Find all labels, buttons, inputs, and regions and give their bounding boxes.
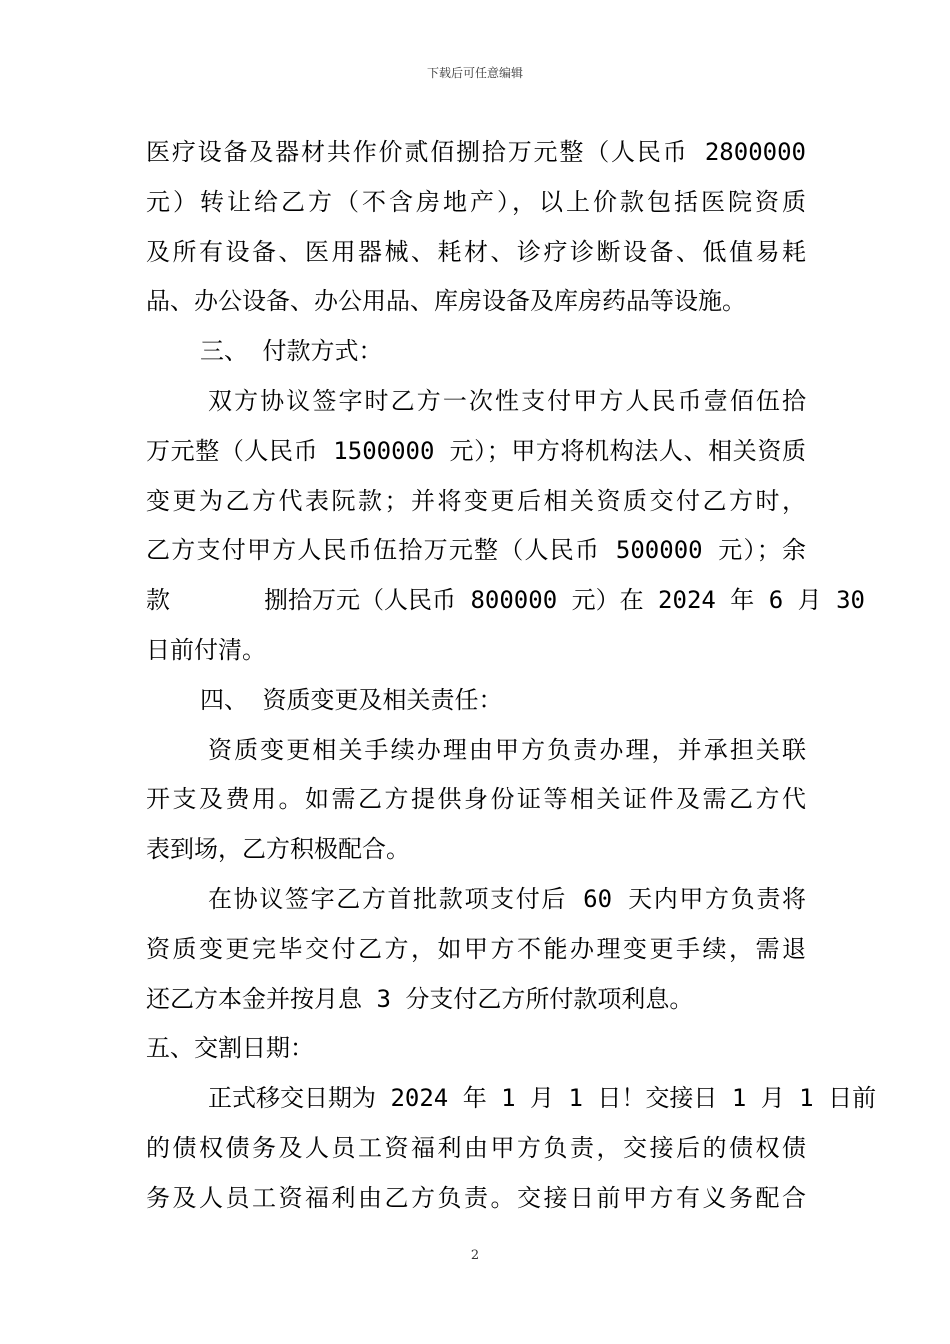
page-number: 2 <box>470 1248 480 1263</box>
paragraph-line: 双方协议签字时乙方一次性支付甲方人民币壹佰伍拾 <box>208 386 806 415</box>
section-heading: 三、 付款方式： <box>200 337 383 366</box>
paragraph-line: 资质变更完毕交付乙方，如甲方不能办理变更手续，需退 <box>146 934 806 963</box>
paragraph-line: 医疗设备及器材共作价贰佰捌拾万元整（人民币 2800000 <box>146 138 806 166</box>
document-body <box>146 128 877 1224</box>
paragraph-line: 还乙方本金并按月息 3 分支付乙方所付款项利息。 <box>146 984 694 1013</box>
paragraph-line: 日前付清。 <box>146 635 266 664</box>
paragraph-line: 元）转让给乙方（不含房地产），以上价款包括医院资质 <box>146 187 806 216</box>
paragraph-line: 品、办公设备、办公用品、库房设备及库房药品等设施。 <box>146 287 746 316</box>
paragraph-line: 及所有设备、医用器械、耗材、诊疗诊断设备、低值易耗 <box>146 237 806 266</box>
paragraph-line: 务及人员工资福利由乙方负责。交接日前甲方有义务配合 <box>146 1183 806 1212</box>
line-start-text: 款 <box>146 586 170 615</box>
section-heading: 四、 资质变更及相关责任： <box>200 685 503 714</box>
paragraph-line: 正式移交日期为 2024 年 1 月 1 日！交接日 1 月 1 日前 <box>208 1084 877 1113</box>
paragraph-line: 万元整（人民币 1500000 元）；甲方将机构法人、相关资质 <box>146 436 806 465</box>
paragraph-line: 的债权债务及人员工资福利由甲方负责，交接后的债权债 <box>146 1133 806 1162</box>
paragraph-line: 乙方支付甲方人民币伍拾万元整（人民币 500000 元）；余 <box>146 536 806 565</box>
paragraph-line-split <box>146 576 865 626</box>
paragraph-line: 资质变更相关手续办理由甲方负责办理，并承担关联 <box>208 735 806 764</box>
paragraph-line: 变更为乙方代表阮款；并将变更后相关资质交付乙方时， <box>146 486 806 515</box>
section-heading: 五、交割日期： <box>146 1034 314 1063</box>
line-end-text: 捌拾万元（人民币 800000 元）在 2024 年 6 月 30 <box>264 586 865 615</box>
paragraph-line: 表到场，乙方积极配合。 <box>146 835 410 864</box>
page-header: 下载后可任意编辑 <box>426 66 523 80</box>
paragraph-line: 开支及费用。如需乙方提供身份证等相关证件及需乙方代 <box>146 785 806 814</box>
paragraph-line: 在协议签字乙方首批款项支付后 60 天内甲方负责将 <box>208 884 806 913</box>
